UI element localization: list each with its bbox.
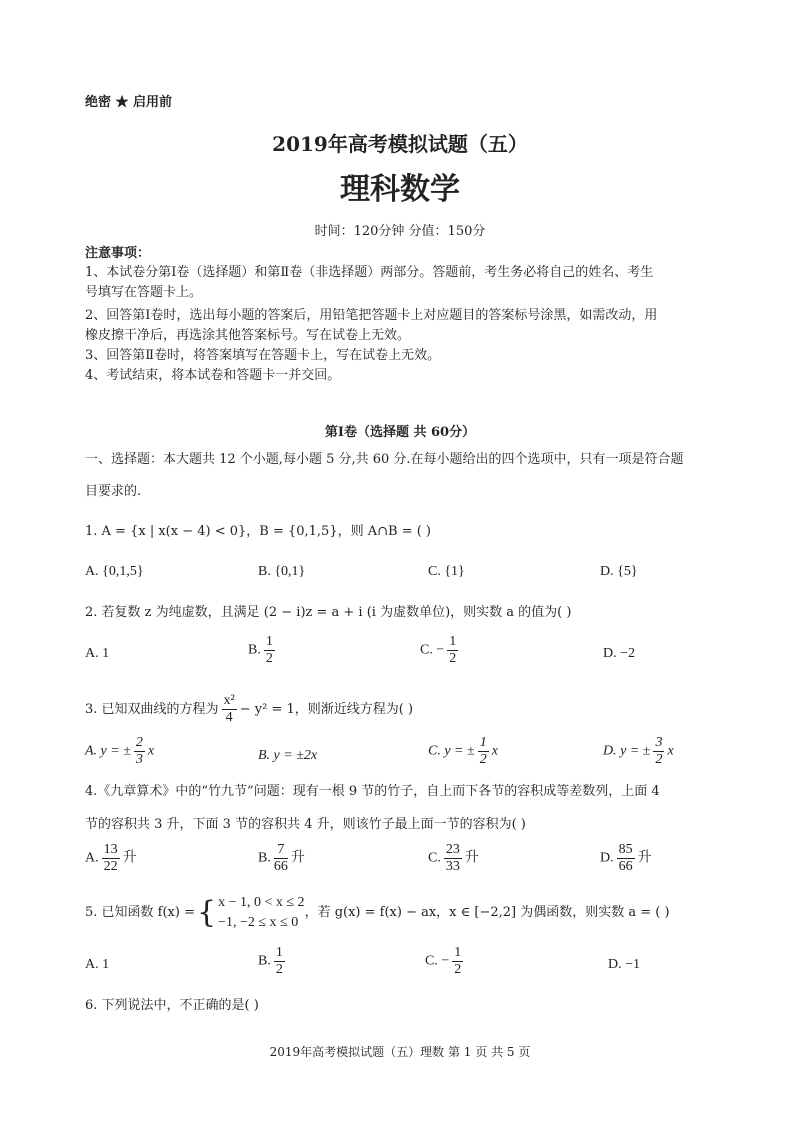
case-2: −1, −2 ≤ x ≤ 0: [218, 915, 299, 930]
notice-line: 1、本试卷分第Ⅰ卷（选择题）和第Ⅱ卷（非选择题）两部分。答题前，考生务必将自己的姓名、考生: [85, 265, 654, 280]
denominator: 4: [225, 710, 233, 725]
q3-text: 3. 已知双曲线的方程为: [85, 702, 219, 717]
denominator: 66: [618, 859, 633, 874]
q4-stem: 节的容积共 3 升，下面 3 节的容积共 4 升，则该竹子最上面一节的容积为( ): [85, 817, 526, 832]
numerator: x²: [223, 693, 235, 708]
notice-line: 号填写在答题卡上。: [85, 285, 203, 300]
q5-option-d: D. −1: [608, 957, 641, 972]
q3-stem: [85, 690, 413, 730]
q5-option-a: A. 1: [85, 957, 110, 972]
numerator: 1: [454, 945, 462, 960]
q6-stem: 6. 下列说法中，不正确的是( ): [85, 998, 259, 1013]
case-1: x − 1, 0 < x ≤ 2: [218, 895, 305, 910]
unit: 升: [290, 850, 305, 866]
q1-option-d: D. {5}: [600, 564, 638, 579]
notice-line: 橡皮擦干净后，再选涂其他答案标号。写在试卷上无效。: [85, 328, 411, 343]
q5-text: 5. 已知函数 f(x) =: [85, 905, 195, 920]
q5-option-c: [425, 945, 466, 978]
option-label: C.: [428, 850, 441, 866]
numerator: 23: [445, 842, 460, 857]
q2-option-a: A. 1: [85, 646, 110, 661]
variable: x: [667, 743, 674, 759]
numerator: 1: [449, 634, 457, 649]
q2-stem: 2. 若复数 z 为纯虚数，且满足 (2 − i)z = a + i (i 为虚数单位)，则实数 a 的值为( ): [85, 605, 572, 620]
section-title: 第Ⅰ卷（选择题 共 60分）: [324, 425, 476, 440]
variable: x: [147, 743, 155, 759]
notice-heading: 注意事项：: [85, 246, 151, 261]
q4-option-c: [428, 842, 479, 875]
q2-option-b: [248, 634, 278, 667]
q1-option-a: A. {0,1,5}: [85, 564, 144, 579]
denominator: 2: [275, 962, 283, 977]
option-label: D. y = ±: [603, 743, 651, 759]
numerator: 85: [618, 842, 633, 857]
denominator: 2: [449, 651, 457, 666]
unit: 升: [464, 850, 479, 866]
q3-option-d: [603, 735, 674, 768]
option-label: A.: [85, 850, 99, 866]
page-footer: 2019年高考模拟试题（五）理数 第 1 页 共 5 页: [269, 1045, 531, 1059]
denominator: 2: [454, 962, 462, 977]
q4-option-b: [258, 842, 305, 875]
notice-line: 4、考试结束，将本试卷和答题卡一并交回。: [85, 368, 341, 383]
option-label: A. y = ±: [85, 743, 131, 759]
numerator: 7: [274, 842, 288, 859]
q2-option-d: D. −2: [603, 646, 636, 661]
q5-text: ，若 g(x) = f(x) − ax，x ∈ [−2,2] 为偶函数，则实数 a = ( ): [304, 905, 670, 920]
time-info: 时间：120分钟 分值：150分: [314, 224, 486, 239]
option-label: C. y = ±: [428, 743, 475, 759]
q2-option-c: [420, 634, 461, 667]
option-label: B.: [258, 850, 271, 866]
q1-option-b: B. {0,1}: [258, 564, 306, 579]
numerator: 13: [103, 842, 118, 857]
option-label: D.: [600, 850, 614, 866]
q3-text: − y² = 1，则渐近线方程为( ): [239, 702, 414, 717]
option-label: B.: [258, 953, 271, 969]
q5-stem: [85, 893, 670, 933]
section-intro: 一、选择题：本大题共 12 个小题,每小题 5 分,共 60 分.在每小题给出的四个选项中，只有一项是符合题: [85, 452, 684, 467]
q1-stem: 1. A = {x | x(x − 4) < 0}，B = {0,1,5}，则 A∩B = ( ): [85, 524, 431, 539]
numerator: 2: [135, 735, 143, 750]
q3-option-b: B. y = ±2x: [258, 748, 318, 763]
q3-option-c: [428, 735, 498, 768]
q4-stem: 4.《九章算术》中的“竹九节”问题：现有一根 9 节的竹子，自上而下各节的容积成等差数列，上面 4: [85, 784, 660, 799]
denominator: 2: [265, 651, 273, 666]
denominator: 66: [273, 859, 288, 874]
option-label: C. −: [425, 953, 450, 969]
q4-option-d: [600, 842, 652, 875]
subject-title: 理科数学: [340, 172, 460, 207]
denominator: 22: [103, 859, 118, 874]
notice-line: 3、回答第Ⅱ卷时，将答案填写在答题卡上，写在试卷上无效。: [85, 348, 441, 363]
secret-label: 绝密 ★ 启用前: [85, 95, 173, 110]
brace: {: [196, 895, 217, 930]
q5-option-b: [258, 945, 288, 978]
option-label: C. −: [420, 642, 445, 658]
unit: 升: [122, 850, 137, 866]
unit: 升: [637, 850, 652, 866]
numerator: 1: [275, 945, 283, 960]
q4-option-a: [85, 842, 137, 875]
numerator: 1: [265, 634, 273, 649]
denominator: 2: [479, 752, 487, 767]
notice-line: 2、回答第Ⅰ卷时，选出每小题的答案后，用铅笔把答题卡上对应题目的答案标号涂黑，如需改动，用: [85, 308, 658, 323]
numerator: 3: [655, 735, 663, 750]
variable: x: [491, 743, 498, 759]
denominator: 33: [445, 859, 460, 874]
exam-title: 2019年高考模拟试题（五）: [272, 132, 528, 156]
section-intro: 目要求的.: [85, 484, 142, 499]
option-label: B.: [248, 642, 261, 658]
denominator: 3: [135, 752, 143, 767]
piecewise: [218, 893, 304, 933]
numerator: 1: [479, 735, 487, 750]
denominator: 2: [655, 752, 663, 767]
q3-option-a: [85, 735, 154, 768]
q1-option-c: C. {1}: [428, 564, 465, 579]
